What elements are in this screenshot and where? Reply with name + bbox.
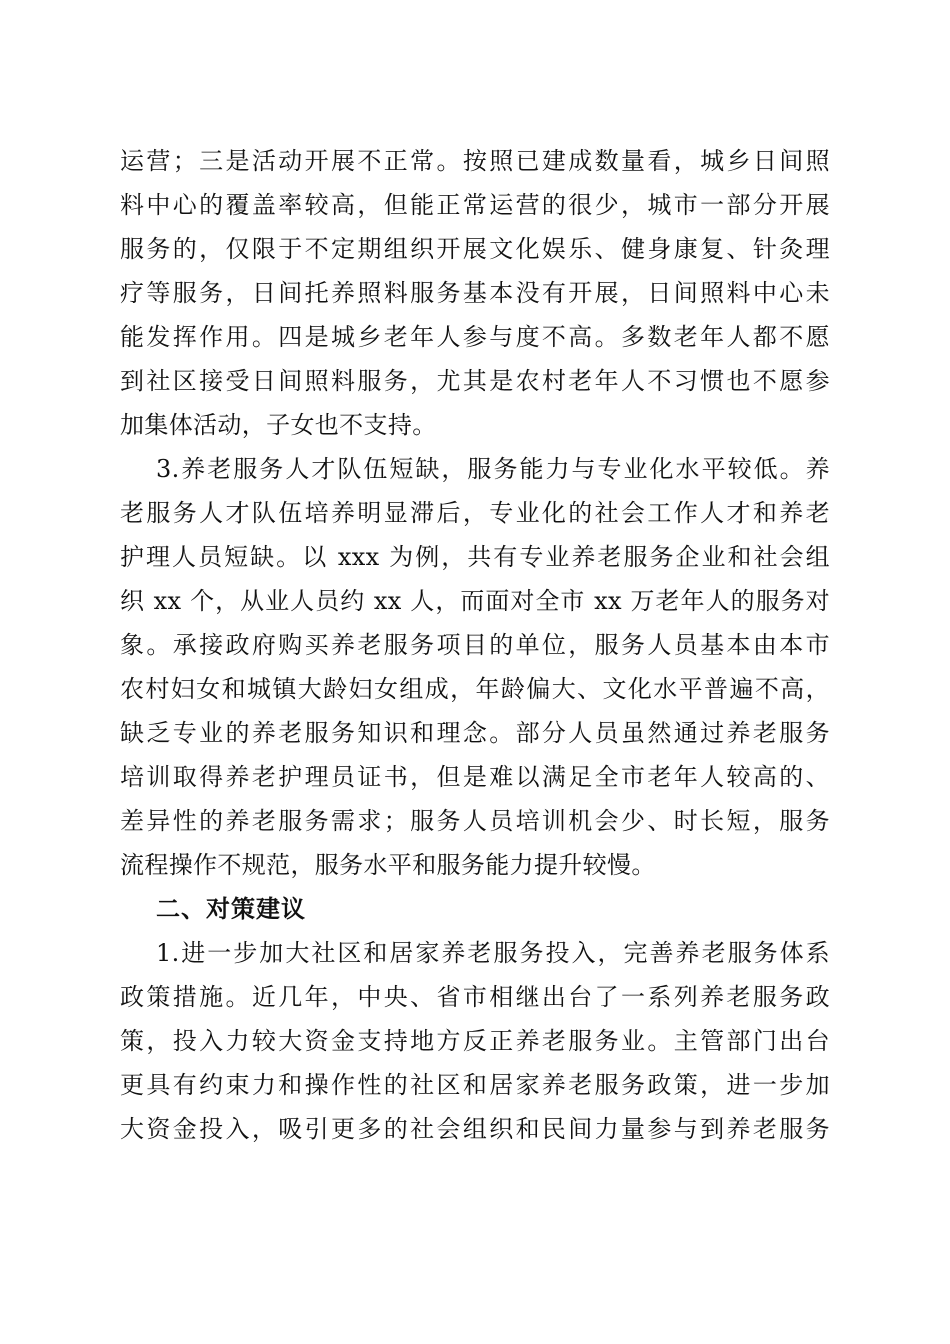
text-line-15: 培训取得养老护理员证书，但是难以满足全市老年人较高的、 (120, 763, 830, 791)
text-line-7: 加集体活动，子女也不支持。 (120, 411, 437, 439)
text-line-12: 象。承接政府购买养老服务项目的单位，服务人员基本由本市 (120, 631, 830, 659)
text-line-2: 料中心的覆盖率较高，但能正常运营的很少，城市一部分开展 (120, 191, 830, 219)
text-line-14: 缺乏专业的养老服务知识和理念。部分人员虽然通过养老服务 (120, 719, 830, 747)
text-line-10: 护理人员短缺。以 xxx 为例，共有专业养老服务企业和社会组 (120, 543, 830, 571)
text-line-17: 流程操作不规范，服务水平和服务能力提升较慢。 (120, 851, 656, 879)
text-line-23: 大资金投入，吸引更多的社会组织和民间力量参与到养老服务 (120, 1115, 830, 1143)
paragraph-3-first-line: 3.养老服务人才队伍短缺，服务能力与专业化水平较低。养 (156, 455, 830, 483)
text-line-13: 农村妇女和城镇大龄妇女组成，年龄偏大、文化水平普遍不高， (120, 675, 830, 703)
section-heading: 二、对策建议 (156, 895, 306, 923)
text-line-4: 疗等服务，日间托养照料服务基本没有开展，日间照料中心未 (120, 279, 830, 307)
text-line-16: 差异性的养老服务需求；服务人员培训机会少、时长短，服务 (120, 807, 830, 835)
paragraph-1-first-line: 1.进一步加大社区和居家养老服务投入，完善养老服务体系 (156, 939, 830, 967)
text-line-1: 运营；三是活动开展不正常。按照已建成数量看，城乡日间照 (120, 147, 830, 175)
text-line-20: 政策措施。近几年，中央、省市相继出台了一系列养老服务政 (120, 983, 830, 1011)
text-line-21: 策，投入力较大资金支持地方反正养老服务业。主管部门出台 (120, 1027, 830, 1055)
text-line-3: 服务的，仅限于不定期组织开展文化娱乐、健身康复、针灸理 (120, 235, 830, 263)
text-line-11: 织 xx 个，从业人员约 xx 人，而面对全市 xx 万老年人的服务对 (120, 587, 830, 615)
text-line-6: 到社区接受日间照料服务，尤其是农村老年人不习惯也不愿参 (120, 367, 830, 395)
text-line-22: 更具有约束力和操作性的社区和居家养老服务政策，进一步加 (120, 1071, 830, 1099)
text-line-9: 老服务人才队伍培养明显滞后，专业化的社会工作人才和养老 (120, 499, 830, 527)
text-line-5: 能发挥作用。四是城乡老年人参与度不高。多数老年人都不愿 (120, 323, 830, 351)
